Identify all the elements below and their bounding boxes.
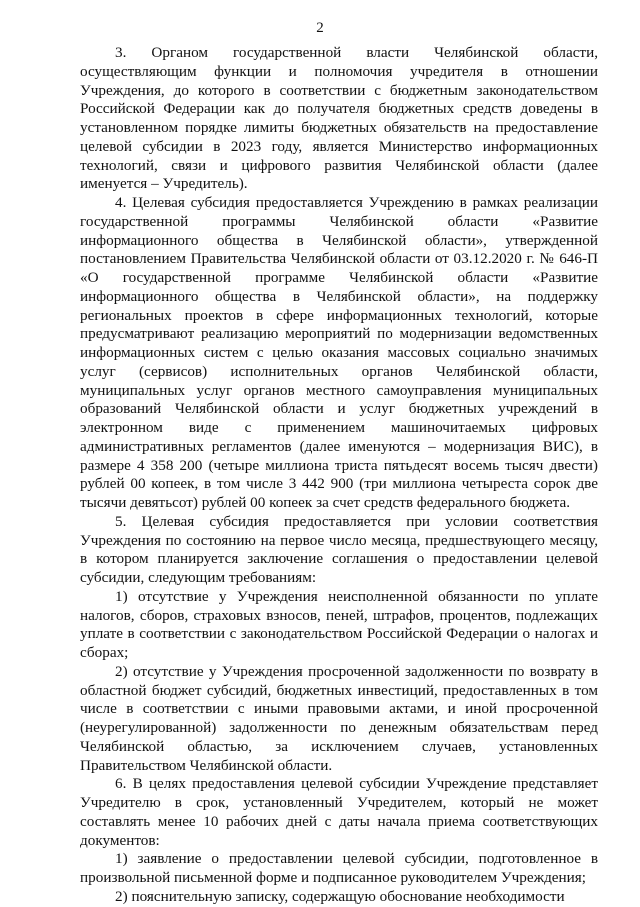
paragraph-5-item-1-tax-debt: 1) отсутствие у Учреждения неисполненной обязанности по уплате налогов, сборов, страховых взносов, пеней, штрафов, процентов, подлежащих уплате в соответствии с законодательством Российской Федерации о налогах и сборах; (80, 587, 598, 661)
paragraph-6-item-1-application: 1) заявление о предоставлении целевой субсидии, подготовленное в произвольной письменной форме и подписанное руководителем Учреждения; (80, 850, 598, 886)
paragraph-5-item-2-overdue-debt: 2) отсутствие у Учреждения просроченной задолженности по возврату в областной бюджет субсидий, бюджетных инвестиций, предоставленных в том числе в соответствии с иными правовыми актами, и иной просроченной (неурегулированной) задолженности по денежным обязательствам перед Челябинской областью, за исключением случаев, установленных Правительством Челябинской области. (80, 662, 598, 774)
paragraph-6-documents: 6. В целях предоставления целевой субсидии Учреждение представляет Учредителю в срок, установленный Учредителем, который не может составлять менее 10 рабочих дней с даты начала приема соответствующих документов: (80, 775, 598, 849)
document-body (80, 44, 598, 907)
paragraph-3-founder-authority: 3. Органом государственной власти Челябинской области, осуществляющим функции и полномочия учредителя в отношении Учреждения, до которого в соответствии с бюджетным законодательством Российской Федерации как до получателя бюджетных средств доведены в установленном порядке лимиты бюджетных обязательств на предоставление целевой субсидии в 2023 году, является Министерство информационных технологий, связи и цифрового развития Челябинской области (далее именуется – Учредитель). (80, 44, 598, 193)
paragraph-5-subsidy-conditions: 5. Целевая субсидия предоставляется при условии соответствия Учреждения по состоянию на первое число месяца, предшествующего месяцу, в котором планируется заключение соглашения о предоставлении целевой субсидии, следующим требованиям: (80, 512, 598, 586)
paragraph-6-item-2-explanatory-note: 2) пояснительную записку, содержащую обоснование необходимости (115, 887, 565, 905)
paragraph-4-subsidy-purpose: 4. Целевая субсидия предоставляется Учреждению в рамках реализации государственной программы Челябинской области «Развитие информационного общества в Челябинской области», утвержденной постановлением Правительства Челябинской области от 03.12.2020 г. № 646-П «О государственной программе Челябинской области «Развитие информационного общества в Челябинской области», на поддержку региональных проектов в сфере информационных технологий, которые предусматривают реализацию мероприятий по модернизации ведомственных информационных систем с целью оказания массовых социально значимых услуг (сервисов) исполнительных органов Челябинской области, муниципальных услуг органов местного самоуправления муниципальных образований Челябинской области и услуг бюджетных учреждений в электронном виде с применением машиночитаемых цифровых административных регламентов (далее именуются – модернизация ВИС), в размере 4 358 200 (четыре миллиона триста пятьдесят восемь тысяч двести) рублей 00 копеек, в том числе 3 442 900 (три миллиона четыреста сорок две тысячи девятьсот) рублей 00 копеек за счет средств федерального бюджета. (80, 194, 598, 511)
page-number: 2 (316, 20, 324, 36)
